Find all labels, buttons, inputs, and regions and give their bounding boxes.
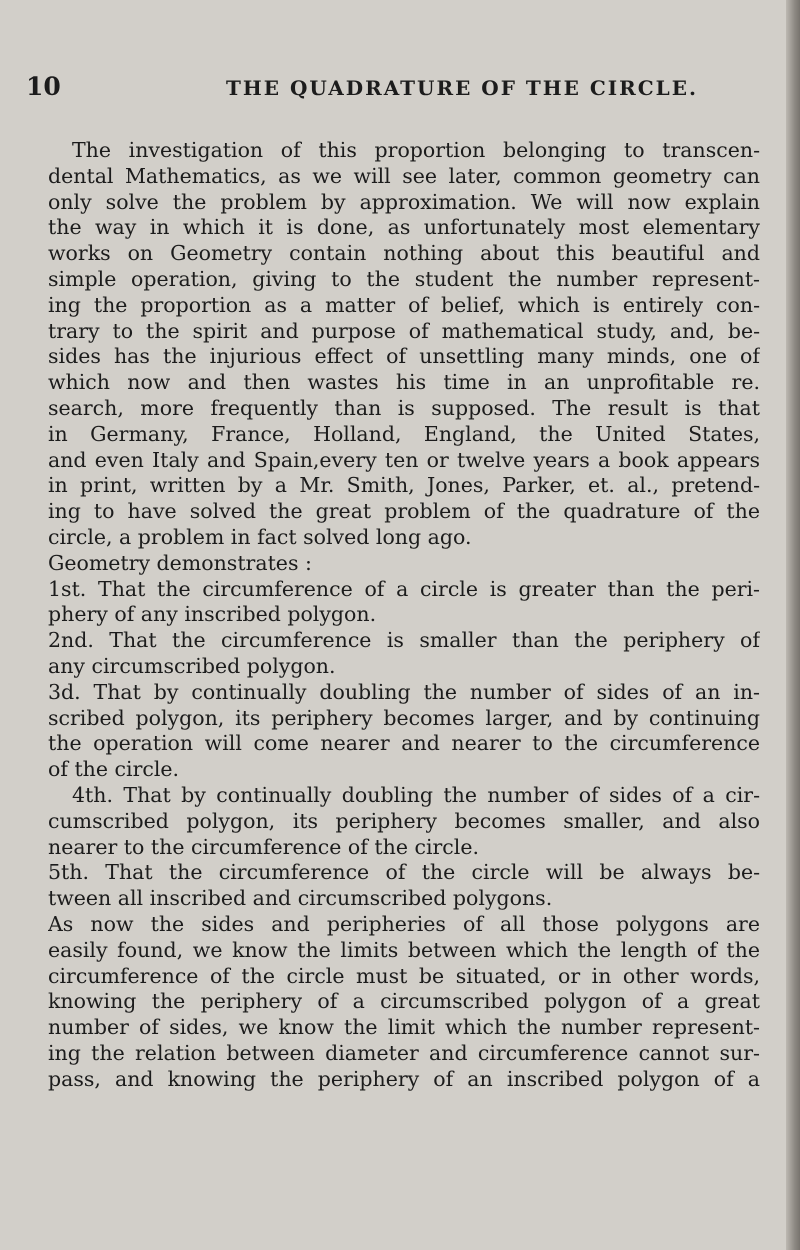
text-line: Geometry demonstrates : (48, 550, 312, 575)
text-line: ing the relation between diameter and circumference cannot sur- (48, 1040, 760, 1065)
text-line: in Germany, France, Holland, England, the United States, (48, 421, 760, 446)
text-line: The investigation of this proportion belonging to transcen- (72, 138, 760, 162)
text-line: easily found, we know the limits between which the length of the (48, 937, 760, 962)
text-line: 5th. That the circumference of the circle will be always be- (48, 860, 760, 885)
page-header (26, 72, 766, 112)
text-line: the way in which it is done, as unfortunately most elementary (48, 215, 760, 240)
text-line: As now the sides and peripheries of all those polygons are (48, 911, 760, 936)
text-line: simple operation, giving to the student the number represent- (48, 266, 760, 291)
text-line: the operation will come nearer and nearer to the circumference (48, 731, 760, 756)
text-line: ing the proportion as a matter of belief, which is entirely con- (48, 292, 760, 317)
text-line: and even Italy and Spain,every ten or twelve years a book appears (48, 447, 760, 472)
text-line: in print, written by a Mr. Smith, Jones, Parker, et. al., pretend- (48, 473, 760, 498)
running-head: THE QUADRATURE OF THE CIRCLE. (226, 76, 698, 100)
text-line: 4th. That by continually doubling the number of sides of a cir- (72, 782, 760, 807)
text-line: only solve the problem by approximation. We will now explain (48, 189, 760, 214)
text-line: ing to have solved the great problem of the quadrature of the (48, 499, 760, 524)
text-line: circumference of the circle must be situated, or in other words, (48, 963, 760, 988)
text-line: phery of any inscribed polygon. (48, 602, 377, 627)
text-line: trary to the spirit and purpose of mathematical study, and, be- (48, 318, 760, 343)
body-text (48, 138, 760, 1092)
text-line: tween all inscribed and circumscribed polygons. (48, 886, 553, 911)
text-line: pass, and knowing the periphery of an inscribed polygon of a (48, 1066, 760, 1091)
text-line: which now and then wastes his time in an unprofitable re. (48, 370, 760, 395)
text-line: works on Geometry contain nothing about this beautiful and (48, 241, 760, 266)
text-line: cumscribed polygon, its periphery becomes smaller, and also (48, 808, 760, 833)
page-edge-shadow (786, 0, 800, 1250)
text-line: dental Mathematics, as we will see later, common geometry can (48, 163, 760, 188)
text-line: 3d. That by continually doubling the number of sides of an in- (48, 679, 760, 704)
text-line: scribed polygon, its periphery becomes larger, and by continuing (48, 705, 760, 730)
text-line: sides has the injurious effect of unsettling many minds, one of (48, 344, 760, 369)
text-line: search, more frequently than is supposed. The result is that (48, 395, 760, 420)
text-line: any circumscribed polygon. (48, 653, 336, 678)
text-line: 2nd. That the circumference is smaller than the periphery of (48, 628, 760, 653)
text-line: knowing the periphery of a circumscribed polygon of a great (48, 989, 760, 1014)
text-line: 1st. That the circumference of a circle is greater than the peri- (48, 576, 760, 601)
text-line: of the circle. (48, 757, 180, 782)
text-line: circle, a problem in fact solved long ago. (48, 524, 472, 549)
text-line: nearer to the circumference of the circle. (48, 834, 479, 859)
text-line: number of sides, we know the limit which the number represent- (48, 1015, 760, 1040)
page-number: 10 (26, 72, 61, 101)
